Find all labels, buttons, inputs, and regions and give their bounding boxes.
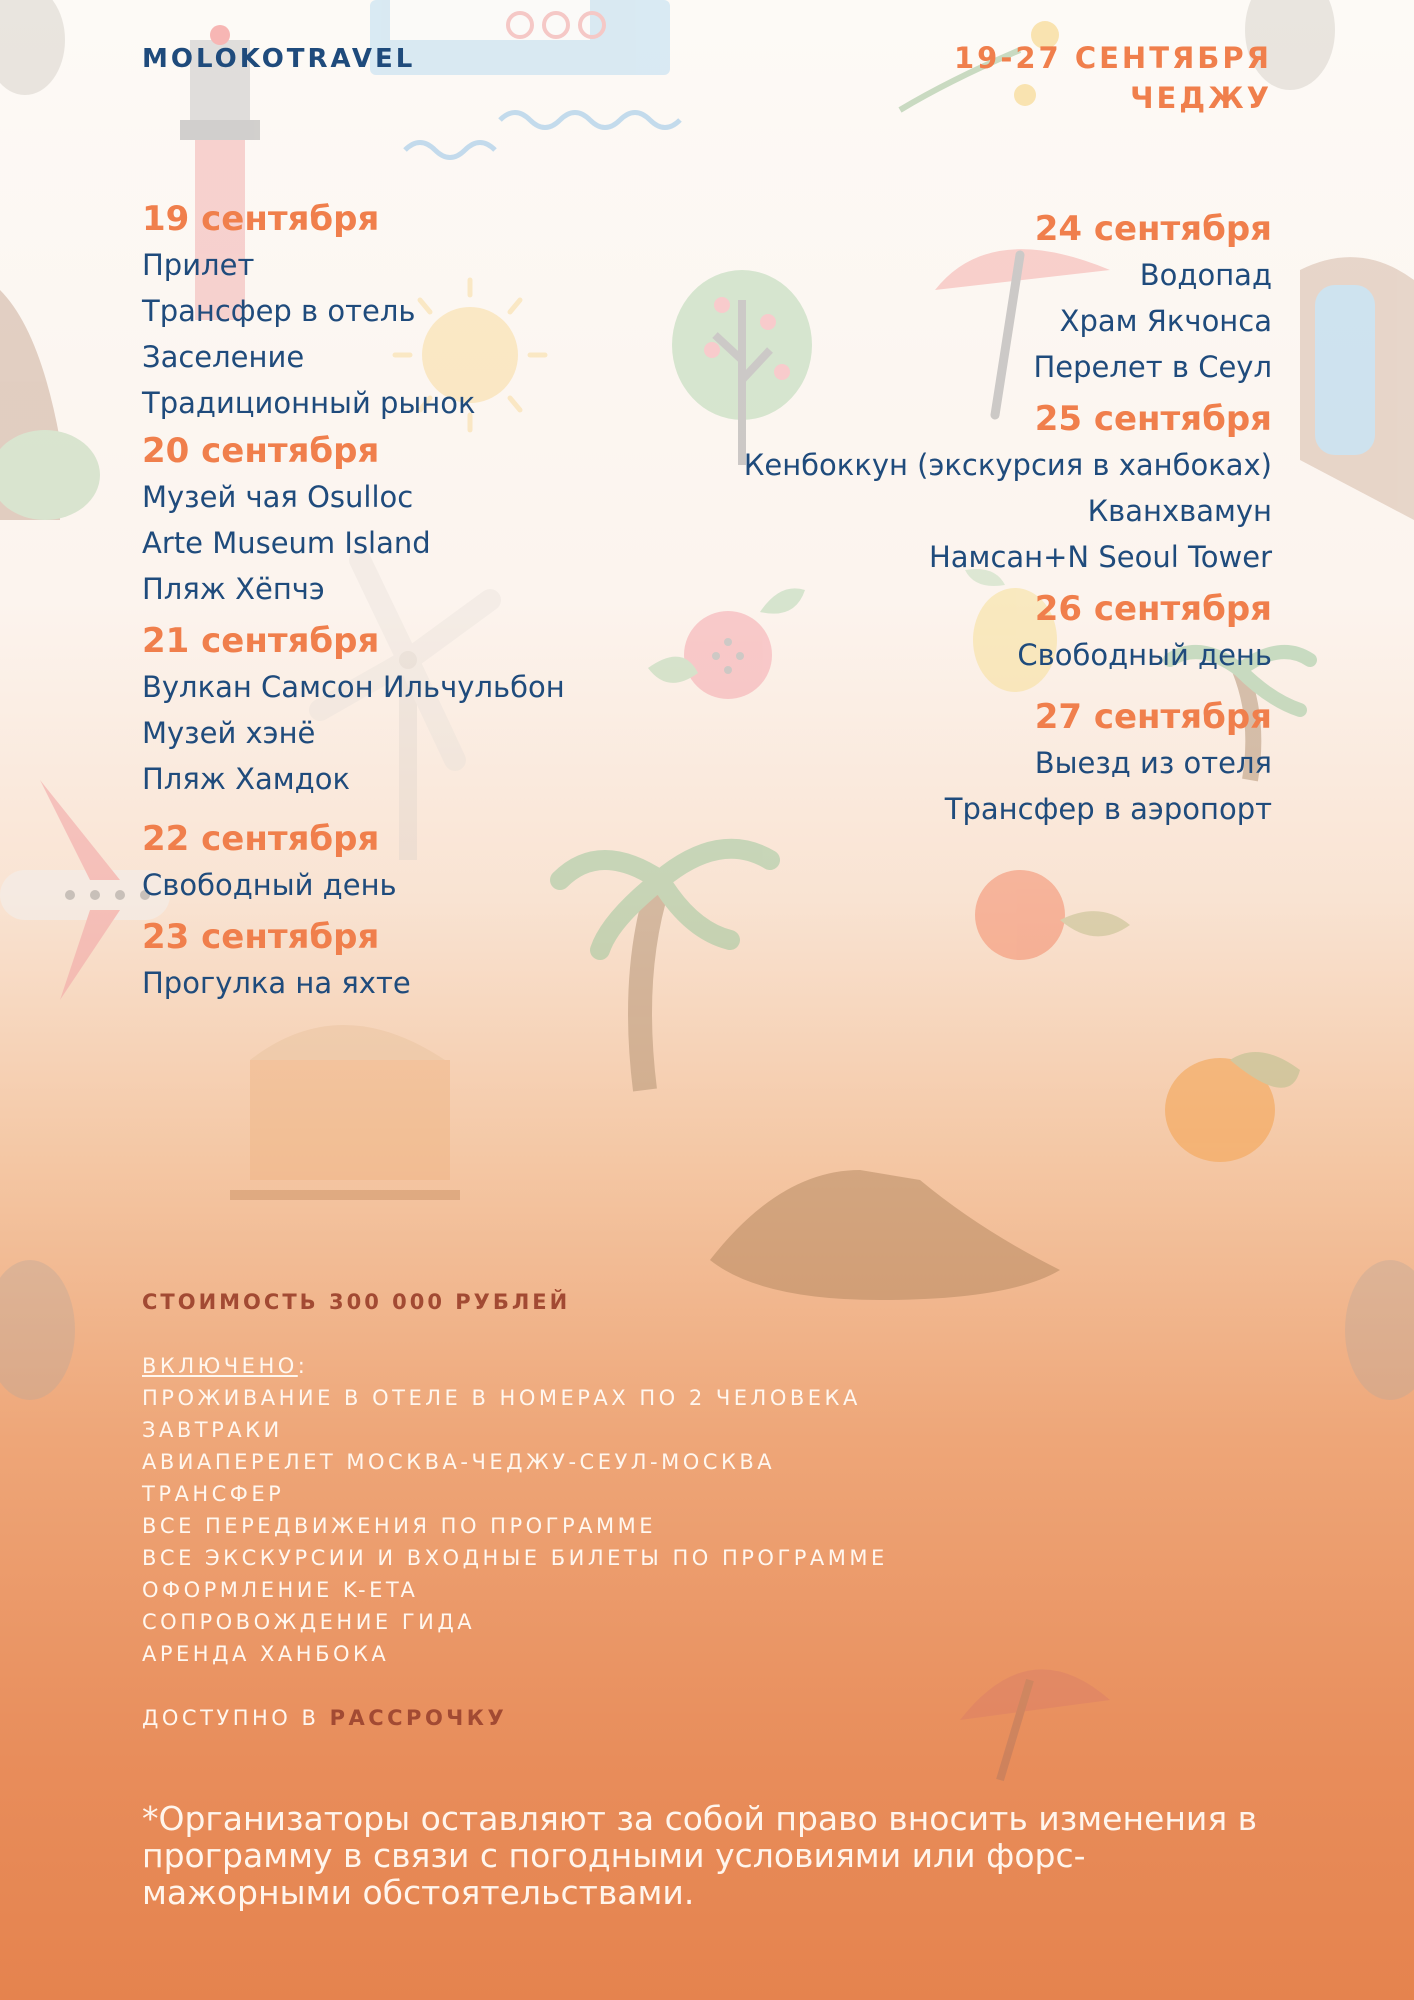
included-item: ТРАНСФЕР: [142, 1482, 285, 1506]
day-item: Прогулка на яхте: [142, 966, 411, 1000]
day-item: Прилет: [142, 248, 255, 282]
day-item: Трансфер в отель: [142, 294, 416, 328]
day-block: [572, 586, 1272, 678]
trip-dates: 19-27 СЕНТЯБРЯ: [953, 41, 1272, 75]
day-date: 24 сентября: [1034, 209, 1272, 249]
day-item: Музей хэнё: [142, 716, 316, 750]
trip-dates-block: [954, 38, 1272, 118]
brand-logo: MOLOKOTRAVEL: [142, 44, 416, 74]
day-item: Храм Якчонса: [1059, 304, 1272, 338]
disclaimer-note: *Организаторы оставляют за собой право вносить изменения в программу в связи с погодными условиями или форс-мажорными обстоятельствами.: [142, 1799, 1258, 1912]
day-date: 23 сентября: [142, 917, 380, 957]
day-item: Пляж Хамдок: [142, 762, 350, 796]
price-info-block: [142, 1286, 888, 1734]
included-item: АРЕНДА ХАНБОКА: [142, 1642, 390, 1666]
hut-icon: [230, 1025, 460, 1195]
day-item: Намсан+N Seoul Tower: [928, 540, 1272, 574]
included-item: ПРОЖИВАНИЕ В ОТЕЛЕ В НОМЕРАХ ПО 2 ЧЕЛОВЕКА: [142, 1386, 861, 1410]
day-item: Традиционный рынок: [142, 386, 476, 420]
wave-icon: [405, 113, 680, 158]
installment-line: [142, 1702, 888, 1734]
tangerine-icon: [1165, 1052, 1300, 1162]
day-item: Arte Museum Island: [142, 526, 431, 560]
installment-prefix: ДОСТУПНО В: [142, 1706, 330, 1730]
flower-icon: [975, 870, 1130, 960]
day-item: Трансфер в аэропорт: [944, 792, 1272, 826]
trip-place: ЧЕДЖУ: [1130, 81, 1272, 115]
price-text: СТОИМОСТЬ 300 000 РУБЛЕЙ: [142, 1290, 571, 1314]
day-date: 25 сентября: [1034, 399, 1272, 439]
included-item: ВСЕ ЭКСКУРСИИ И ВХОДНЫЕ БИЛЕТЫ ПО ПРОГРАММЕ: [142, 1546, 888, 1570]
included-item: ЗАВТРАКИ: [142, 1418, 283, 1442]
day-block: [572, 694, 1272, 832]
day-date: 20 сентября: [142, 431, 380, 471]
day-item: Заселение: [142, 340, 305, 374]
included-item: СОПРОВОЖДЕНИЕ ГИДА: [142, 1610, 476, 1634]
volcano-icon: [710, 1170, 1060, 1300]
itinerary-right-column: [572, 206, 1272, 838]
day-item: Свободный день: [142, 868, 397, 902]
day-item: Вулкан Самсон Ильчульбон: [142, 670, 565, 704]
day-date: 27 сентября: [1034, 697, 1272, 737]
day-item: Перелет в Сеул: [1033, 350, 1272, 384]
rock-icon: [0, 290, 100, 520]
installment-emphasis: РАССРОЧКУ: [329, 1706, 508, 1730]
day-block: [572, 206, 1272, 390]
included-heading: [142, 1350, 888, 1382]
waterfall-icon: [1300, 257, 1414, 520]
day-item: Водопад: [1139, 258, 1272, 292]
day-date: 22 сентября: [142, 819, 380, 859]
day-item: Выезд из отеля: [1034, 746, 1272, 780]
day-block: [142, 914, 702, 1006]
day-date: 26 сентября: [1034, 589, 1272, 629]
umbrella-icon: [960, 1669, 1110, 1780]
day-item: Свободный день: [1017, 638, 1272, 672]
day-item: Музей чая Osulloc: [142, 480, 414, 514]
day-block: [572, 396, 1272, 580]
day-date: 21 сентября: [142, 621, 380, 661]
included-item: АВИАПЕРЕЛЕТ МОСКВА-ЧЕДЖУ-СЕУЛ-МОСКВА: [142, 1450, 776, 1474]
day-date: 19 сентября: [142, 199, 380, 239]
included-colon: :: [297, 1354, 309, 1378]
included-item: ВСЕ ПЕРЕДВИЖЕНИЯ ПО ПРОГРАММЕ: [142, 1514, 657, 1538]
included-label: ВКЛЮЧЕНО: [142, 1354, 298, 1378]
day-item: Кенбоккун (экскурсия в ханбоках): [743, 448, 1272, 482]
included-item: ОФОРМЛЕНИЕ K-ETA: [142, 1578, 419, 1602]
day-item: Кванхвамун: [1087, 494, 1272, 528]
day-item: Пляж Хёпчэ: [142, 572, 325, 606]
